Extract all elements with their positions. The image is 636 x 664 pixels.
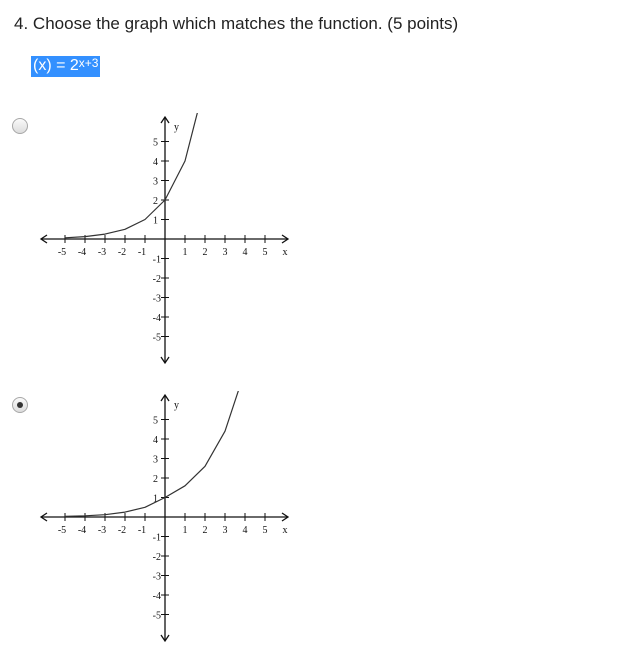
x-tick-label: 5 (262, 247, 268, 258)
x-tick-label: 4 (242, 525, 248, 536)
x-tick-label: -3 (97, 247, 107, 258)
x-tick-label: 4 (242, 247, 248, 258)
function-prefix: (x) = 2 (33, 57, 79, 74)
y-tick-label: -1 (152, 532, 161, 544)
y-tick-label: 2 (153, 474, 158, 485)
y-tick-label: -5 (152, 610, 161, 622)
y-tick-label: -1 (152, 254, 161, 266)
x-tick-label: -2 (117, 525, 127, 536)
y-tick-label: -3 (152, 293, 161, 305)
option-2-graph-svg (33, 391, 293, 646)
x-tick-label: -4 (77, 247, 87, 258)
x-axis-label: x (282, 525, 288, 536)
x-tick-label: 2 (202, 247, 208, 258)
x-tick-label: 1 (182, 525, 188, 536)
x-tick-label: -5 (57, 247, 67, 258)
x-tick-label: -2 (117, 247, 127, 258)
x-tick-label: 3 (222, 247, 228, 258)
x-tick-label: 2 (202, 525, 208, 536)
y-tick-label: 1 (153, 215, 158, 227)
y-tick-label: -4 (152, 313, 161, 324)
option-2-graph (33, 391, 293, 646)
x-tick-label: 5 (262, 525, 268, 536)
y-tick-label: 4 (153, 157, 158, 168)
y-tick-label: -2 (152, 552, 161, 563)
y-tick-label: -2 (152, 274, 161, 285)
function-curve (65, 113, 205, 238)
option-1-radio[interactable] (12, 118, 28, 134)
y-tick-label: 3 (153, 176, 158, 188)
y-tick-label: 4 (153, 435, 158, 446)
y-tick-label: -5 (152, 332, 161, 344)
function-exponent: x+3 (78, 56, 99, 70)
y-axis-label: y (174, 122, 179, 133)
function-formula (31, 56, 100, 77)
x-tick-label: -1 (137, 247, 147, 258)
y-axis-label: y (174, 400, 179, 411)
question-text (14, 14, 458, 34)
x-tick-label: -4 (77, 525, 87, 536)
y-tick-label: 5 (153, 415, 158, 427)
y-tick-label: -3 (152, 571, 161, 583)
x-tick-label: -5 (57, 525, 67, 536)
question-number: 4. (14, 14, 29, 33)
x-tick-label: -3 (97, 525, 107, 536)
y-tick-label: 3 (153, 454, 158, 466)
question-prompt: Choose the graph which matches the function. (5 points) (32, 14, 459, 33)
x-axis-label: x (282, 247, 288, 258)
y-tick-label: 5 (153, 137, 158, 149)
x-tick-label: -1 (137, 525, 147, 536)
x-tick-label: 1 (182, 247, 188, 258)
y-tick-label: 2 (153, 196, 158, 207)
x-tick-label: 3 (222, 525, 228, 536)
option-1-graph-svg (33, 113, 293, 368)
y-tick-label: 1 (153, 493, 158, 505)
option-2-radio[interactable] (12, 397, 28, 413)
y-tick-label: -4 (152, 591, 161, 602)
option-1-graph (33, 113, 293, 368)
